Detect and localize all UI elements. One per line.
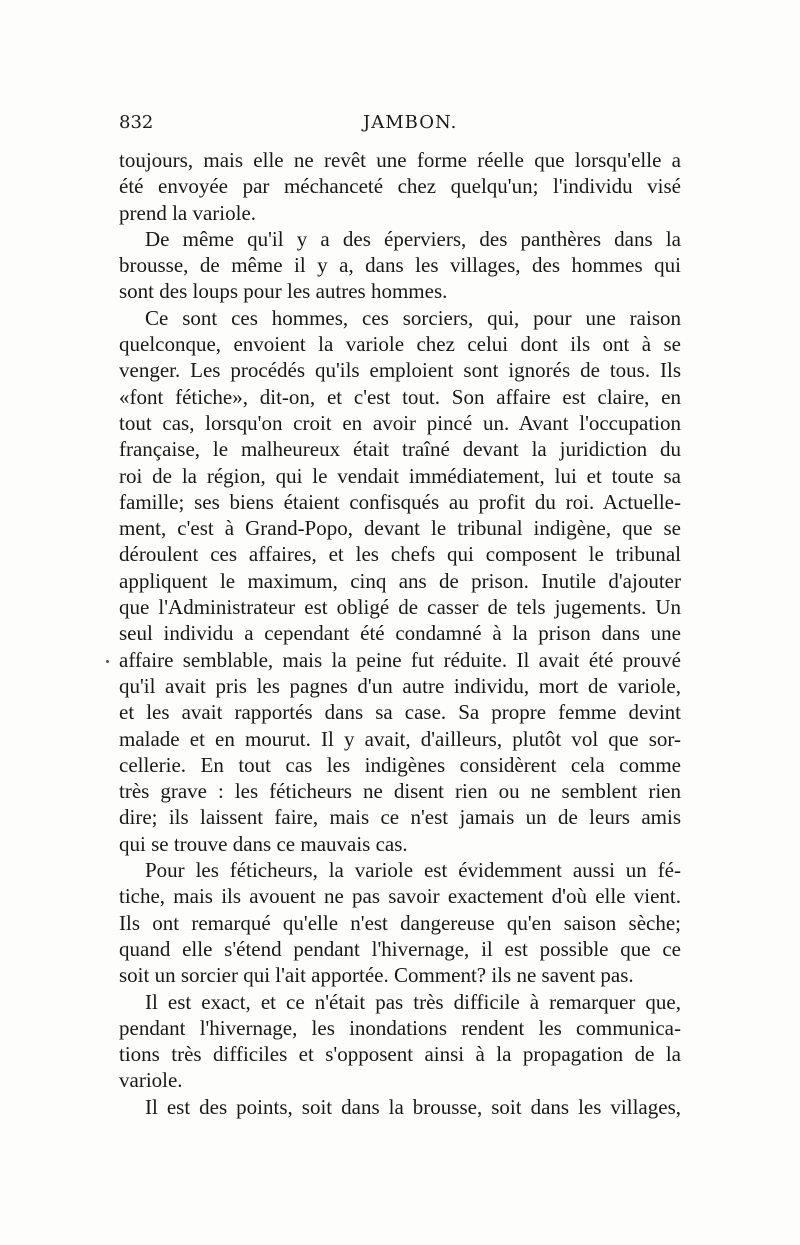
text-line: cellerie. En tout cas les indigènes considèrent cela comme [119,752,681,777]
page-number: 832 [119,112,154,133]
text-line: pendant l'hivernage, les inondations rendent les communica- [119,1015,681,1040]
body-text [119,147,681,1120]
text-line: toujours, mais elle ne revêt une forme réelle que lorsqu'elle a [119,148,681,172]
margin-mark [106,660,109,663]
text-line: qui se trouve dans ce mauvais cas. [119,831,408,856]
text-line: tiche, mais ils avouent ne pas savoir exactement d'où elle vient. [119,884,681,909]
running-head: JAMBON. [363,112,458,133]
text-line: famille; ses biens étaient confisqués au profit du roi. Actuelle- [119,489,681,514]
text-line: roi de la région, qui le vendait immédiatement, lui et toute sa [119,463,681,488]
text-line: Ce sont ces hommes, ces sorciers, qui, pour une raison [145,305,681,330]
text-line: Ils ont remarqué qu'elle n'est dangereuse qu'en saison sèche; [119,910,681,935]
text-line: De même qu'il y a des éperviers, des panthères dans la [145,226,681,251]
text-line: prend la variole. [119,200,257,225]
text-line: «font fétiche», dit-on, et c'est tout. Son affaire est claire, en [119,384,681,409]
text-line: Pour les féticheurs, la variole est évidemment aussi un fé- [145,858,681,883]
text-line: française, le malheureux était traîné devant la juridiction du [119,437,681,462]
text-line: sont des loups pour les autres hommes. [119,279,448,304]
text-line: affaire semblable, mais la peine fut réduite. Il avait été prouvé [119,647,681,672]
text-line: qu'il avait pris les pagnes d'un autre individu, mort de variole, [119,673,681,698]
text-line: été envoyée par méchanceté chez quelqu'un; l'individu visé [119,174,681,199]
text-line: déroulent ces affaires, et les chefs qui composent le tribunal [119,542,681,567]
text-line: très grave : les féticheurs ne disent rien ou ne semblent rien [119,779,681,804]
text-line: tout cas, lorsqu'on croit en avoir pincé un. Avant l'occupation [119,410,681,435]
text-line: soit un sorcier qui l'ait apportée. Comment? ils ne savent pas. [119,963,634,988]
text-line: Il est des points, soit dans la brousse, soit dans les villages, [145,1094,681,1119]
text-line: quelconque, envoient la variole chez celui dont ils ont à se [119,332,681,357]
text-line: malade et en mourut. Il y avait, d'ailleurs, plutôt vol que sor- [119,726,681,751]
page-header [119,112,681,138]
text-line: que l'Administrateur est obligé de casser de tels jugements. Un [119,595,681,620]
text-line: Il est exact, et ce n'était pas très difficile à remarquer que, [145,989,681,1014]
text-line: dire; ils laissent faire, mais ce n'est jamais un de leurs amis [119,805,681,830]
text-line: brousse, de même il y a, dans les villages, des hommes qui [119,253,681,278]
text-line: variole. [119,1068,183,1093]
text-line: appliquent le maximum, cinq ans de prison. Inutile d'ajouter [119,568,681,593]
text-line: quand elle s'étend pendant l'hivernage, il est possible que ce [119,936,681,961]
text-line: et les avait rapportés dans sa case. Sa propre femme devint [119,700,681,725]
text-line: seul individu a cependant été condamné à la prison dans une [119,621,681,646]
text-line: tions très difficiles et s'opposent ainsi à la propagation de la [119,1042,681,1067]
text-line: ment, c'est à Grand-Popo, devant le tribunal indigène, que se [119,516,681,541]
text-line: venger. Les procédés qu'ils emploient sont ignorés de tous. Ils [119,358,681,383]
